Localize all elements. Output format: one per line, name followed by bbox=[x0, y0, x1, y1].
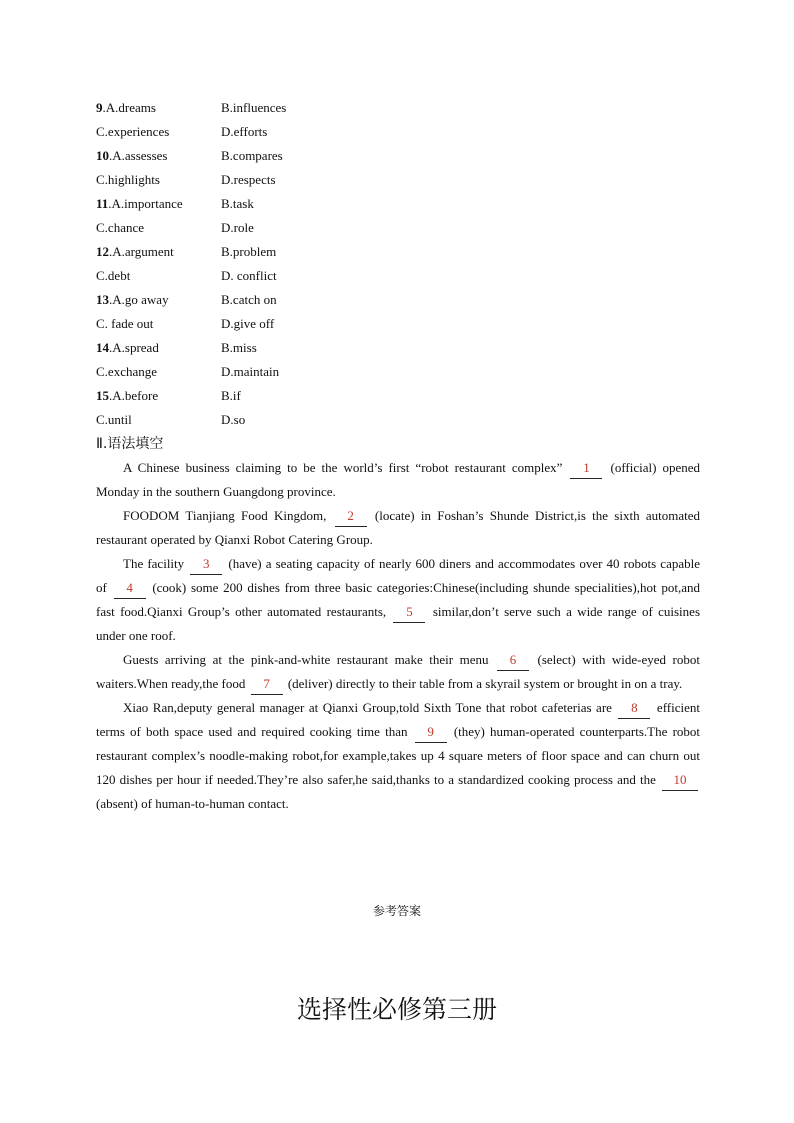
option-c: C.exchange bbox=[96, 364, 158, 379]
option-c: C.chance bbox=[96, 220, 145, 235]
option-b: B.problem bbox=[221, 244, 277, 259]
blank-9[interactable]: 9 bbox=[415, 722, 447, 743]
blank-3[interactable]: 3 bbox=[190, 554, 222, 575]
blank-8[interactable]: 8 bbox=[618, 698, 650, 719]
option-a: 9.A.dreams bbox=[96, 100, 156, 115]
option-b: B.if bbox=[221, 388, 241, 403]
passage-paragraph-5: Xiao Ran,deputy general manager at Qianxi Group,told Sixth Tone that robot cafeterias are 8 efficient terms of both space used and required cooking time than 9 (they) human-operated counterparts.The robot restaurant complex’s noodle-making robot,for example,takes up 4 square meters of floor space and can churn out 120 dishes per hour if needed.They’re also safer,he said,thanks to a standardized cooking process and the 10 (absent) of human-to-human contact. bbox=[96, 700, 701, 811]
option-row-10-cd bbox=[96, 168, 356, 192]
option-b: B.compares bbox=[221, 148, 283, 163]
options-list bbox=[96, 96, 356, 432]
blank-5[interactable]: 5 bbox=[393, 602, 425, 623]
option-d: D.so bbox=[221, 412, 246, 427]
section-title: Ⅱ.语法填空 bbox=[96, 436, 164, 452]
option-c: C.debt bbox=[96, 268, 131, 283]
option-a: 15.A.before bbox=[96, 388, 159, 403]
option-row-11 bbox=[96, 192, 356, 216]
option-a: 10.A.assesses bbox=[96, 148, 168, 163]
option-d: D.maintain bbox=[221, 364, 280, 379]
option-d: D. conflict bbox=[221, 268, 277, 283]
option-row-9 bbox=[96, 96, 356, 120]
option-row-15-cd bbox=[96, 408, 356, 432]
blank-10[interactable]: 10 bbox=[662, 770, 698, 791]
blank-4[interactable]: 4 bbox=[114, 578, 146, 599]
option-a: 14.A.spread bbox=[96, 340, 159, 355]
option-b: B.miss bbox=[221, 340, 257, 355]
passage-paragraph-1: A Chinese business claiming to be the world’s first “robot restaurant complex” 1 (official) opened Monday in the southern Guangdong province. bbox=[96, 460, 700, 499]
option-row-10 bbox=[96, 144, 356, 168]
option-row-14-cd bbox=[96, 360, 356, 384]
answers-heading: 参考答案 bbox=[372, 904, 421, 918]
option-b: B.task bbox=[221, 196, 254, 211]
option-row-12 bbox=[96, 240, 356, 264]
option-d: D.give off bbox=[221, 316, 275, 331]
option-row-13 bbox=[96, 288, 356, 312]
option-b: B.influences bbox=[221, 100, 287, 115]
option-c: C.highlights bbox=[96, 172, 160, 187]
blank-6[interactable]: 6 bbox=[497, 650, 529, 671]
option-row-13-cd bbox=[96, 312, 356, 336]
book-title: 选择性必修第三册 bbox=[296, 995, 497, 1024]
blank-1[interactable]: 1 bbox=[570, 458, 602, 479]
grammar-passage bbox=[96, 456, 700, 816]
option-b: B.catch on bbox=[221, 292, 277, 307]
passage-paragraph-2: FOODOM Tianjiang Food Kingdom, 2 (locate) in Foshan’s Shunde District,is the sixth automated restaurant operated by Qianxi Robot Catering Group. bbox=[96, 508, 700, 547]
option-c: C. fade out bbox=[96, 316, 154, 331]
passage-paragraph-4: Guests arriving at the pink-and-white restaurant make their menu 6 (select) with wide-eyed robot waiters.When ready,the food 7 (deliver) directly to their table from a skyrail system or brought in on a tray. bbox=[96, 648, 700, 696]
option-d: D.role bbox=[221, 220, 254, 235]
option-c: C.experiences bbox=[96, 124, 170, 139]
option-row-15 bbox=[96, 384, 356, 408]
option-row-11-cd bbox=[96, 216, 356, 240]
option-a: 11.A.importance bbox=[96, 196, 183, 211]
option-a: 12.A.argument bbox=[96, 244, 174, 259]
option-d: D.respects bbox=[221, 172, 276, 187]
option-row-12-cd bbox=[96, 264, 356, 288]
blank-7[interactable]: 7 bbox=[251, 674, 283, 695]
blank-2[interactable]: 2 bbox=[335, 506, 367, 527]
option-row-14 bbox=[96, 336, 356, 360]
passage-paragraph-3: The facility 3 (have) a seating capacity of nearly 600 diners and accommodates over 40 robots capable of 4 (cook) some 200 dishes from three basic categories:Chinese(including shunde specialities),hot pot,and fast food.Qianxi Group’s other automated restaurants, 5 similar,don’t serve such a wide range of cuisines under one roof. bbox=[96, 556, 700, 643]
option-c: C.until bbox=[96, 412, 132, 427]
option-a: 13.A.go away bbox=[96, 292, 169, 307]
option-d: D.efforts bbox=[221, 124, 268, 139]
option-row-9-cd bbox=[96, 120, 356, 144]
